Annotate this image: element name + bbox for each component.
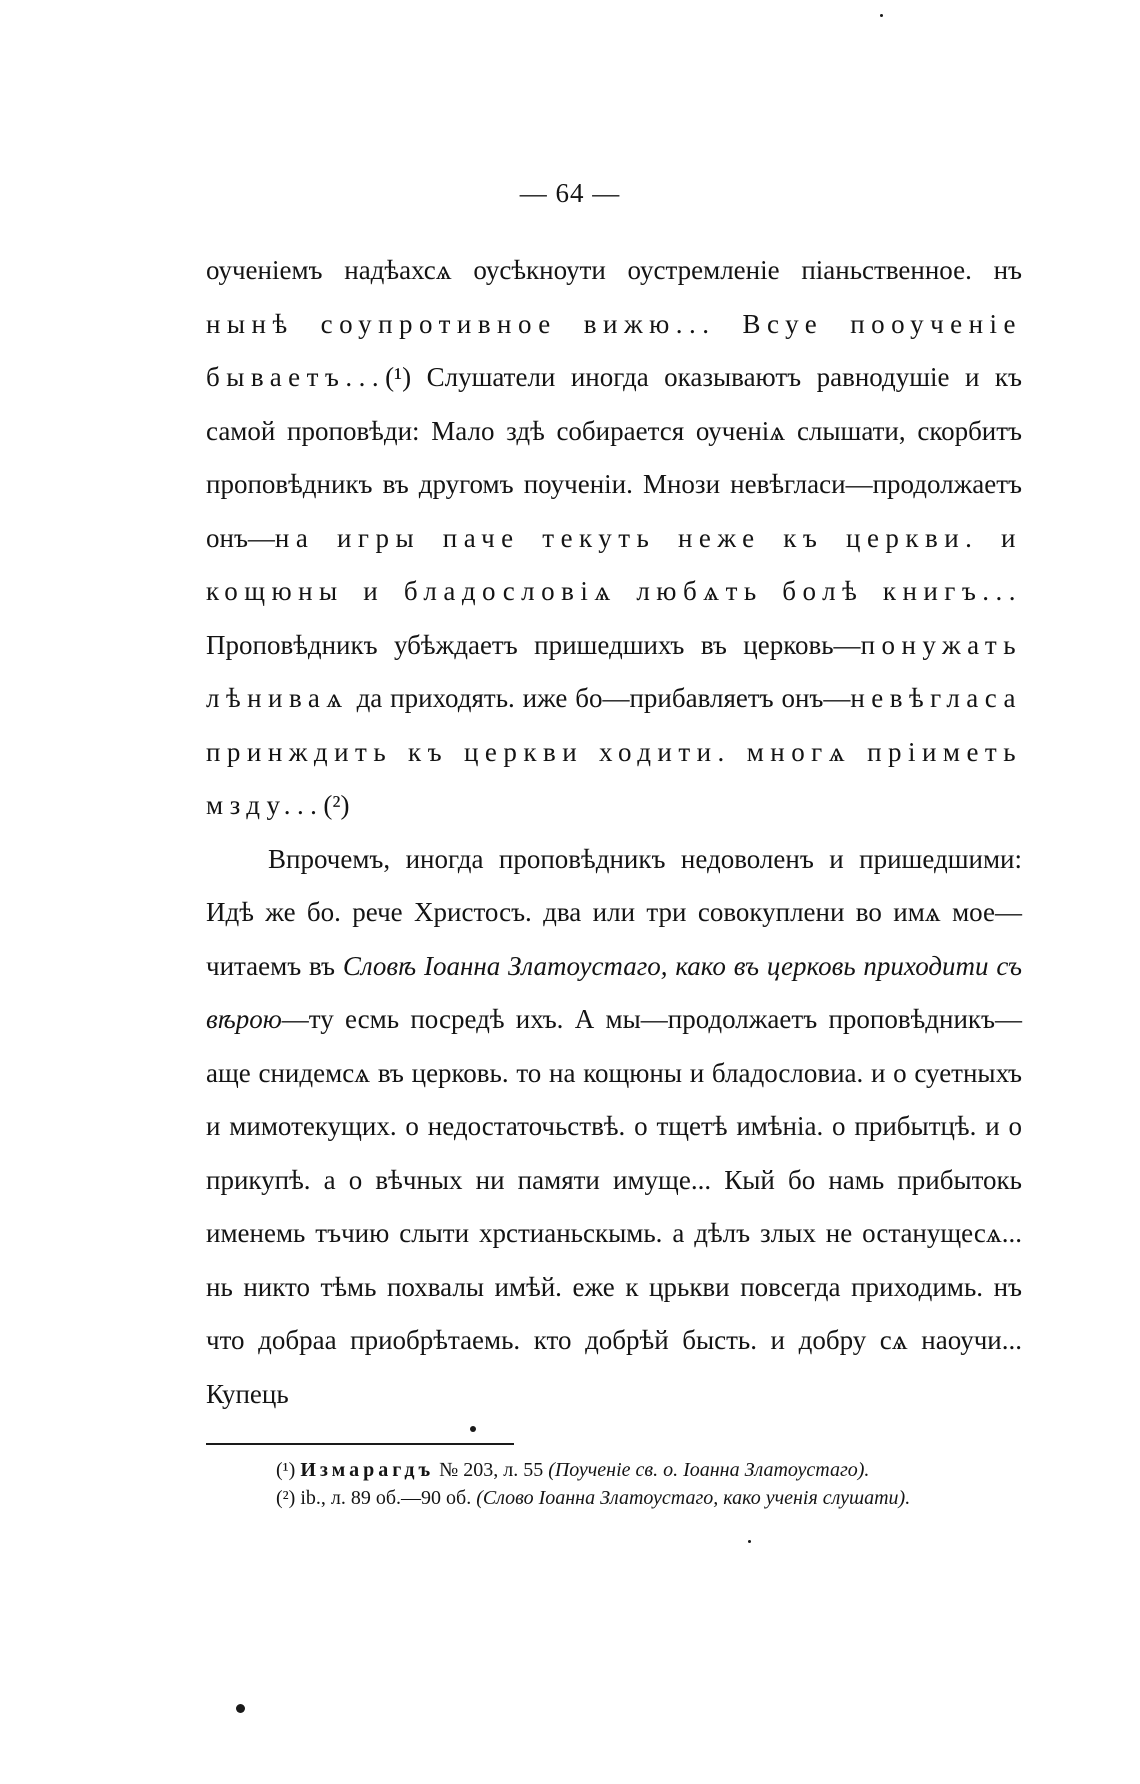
quote-text-spaced: нынѣ соупротивное вижю... Всуе пооученіе бываетъ... [206,308,1022,392]
scan-speck [470,1426,476,1432]
page-number: — 64 — [519,178,621,208]
footnote-ref-2: (²) [323,790,350,820]
footnote-title: (Поученіе св. о. Іоанна Златоустаго). [548,1459,870,1481]
footnote-marker: (¹) [276,1459,296,1481]
scan-speck [748,1540,751,1543]
quote-text: Идѣ же бо. рече Христосъ. два или три совокуплени во имѧ мое [206,897,995,927]
footnote-ref-1: (¹) [385,362,412,392]
footnote-reference: ib., л. 89 об.—90 об. [295,1487,477,1509]
paragraph-1 [206,244,1022,833]
footnotes [206,1456,1022,1512]
quote-text-spaced: на игры паче текуть неже къ церкви. и кощюны и бладословіѧ любѧть болѣ книгъ... [206,522,1022,606]
commentary-text: —продолжаетъ проповѣдникъ— [640,1004,1022,1034]
commentary-text: скорбитъ проповѣдникъ въ другомъ поученіи. [206,415,1023,499]
commentary-text: —прибавляетъ онъ— [602,683,851,713]
footnote-divider [206,1443,514,1445]
footnote-2 [206,1484,1022,1512]
quote-text: Мнози невѣгласи [642,469,846,499]
commentary-text: Впрочемъ, иногда проповѣдникъ недоволенъ и пришедшими: [268,843,1022,874]
commentary-text: —читаемъ въ [206,897,1022,981]
commentary-text: Слушатели иногда оказываютъ равнодушіе и къ самой проповѣди: [206,362,1022,446]
dash: — [281,1004,309,1034]
quote-text: Мало здѣ собирается оученіѧ слышати, [431,415,906,446]
footnote-source: Измарагдъ [300,1459,435,1481]
footnote-reference: № 203, л. 55 [434,1459,549,1481]
paragraph-2 [206,833,1022,1422]
commentary-text: Проповѣдникъ убѣждаетъ пришедшихъ въ церковь— [206,629,861,660]
commentary-text: —продолжаетъ онъ— [206,469,1022,553]
quote-text-spaced: невѣгласа принждить къ церкви ходити. многѧ пріиметь мзду... [206,683,1022,820]
scan-speck [236,1704,245,1713]
footnote-1 [206,1456,1022,1484]
quote-text: аще снидемсѧ въ церковь. то на кощюны и бладословиа. и о суетныхъ и мимотекущих. о недостаточьствѣ. о тщетѣ имѣніа. о прибытцѣ. и о прикупѣ. а о вѣчных ни памяти имуще... Кый бо намь прибытокь именемь тъчию слыти хрстианьскымь. а дѣлъ злых не останущесѧ... нь никто тѣмь похвалы имѣй. еже к црькви повсегда приходимь. нъ что добраа приобрѣтаемь. кто добрѣй бысть. и добру сѧ наоучи... Купець [206,1057,1022,1409]
scan-speck [880,14,883,17]
quote-text-spaced: понужать лѣниваѧ [206,629,1022,713]
sermon-title: Словѣ Іоанна Златоустаго, како въ церковь приходити съ вѣрою [206,950,1022,1034]
footnote-marker: (²) [276,1487,296,1509]
quote-text: оученіемъ надѣахсѧ оусѣкноути оустремленіе піаньственное. нъ [206,255,1022,285]
body-text [206,244,1022,1421]
quote-text: ту есмь посредѣ ихъ. А мы [308,1004,641,1034]
footnote-title: (Слово Іоанна Златоустаго, како ученія слушати). [476,1487,911,1509]
quote-text: да приходять. иже бо [348,683,603,713]
